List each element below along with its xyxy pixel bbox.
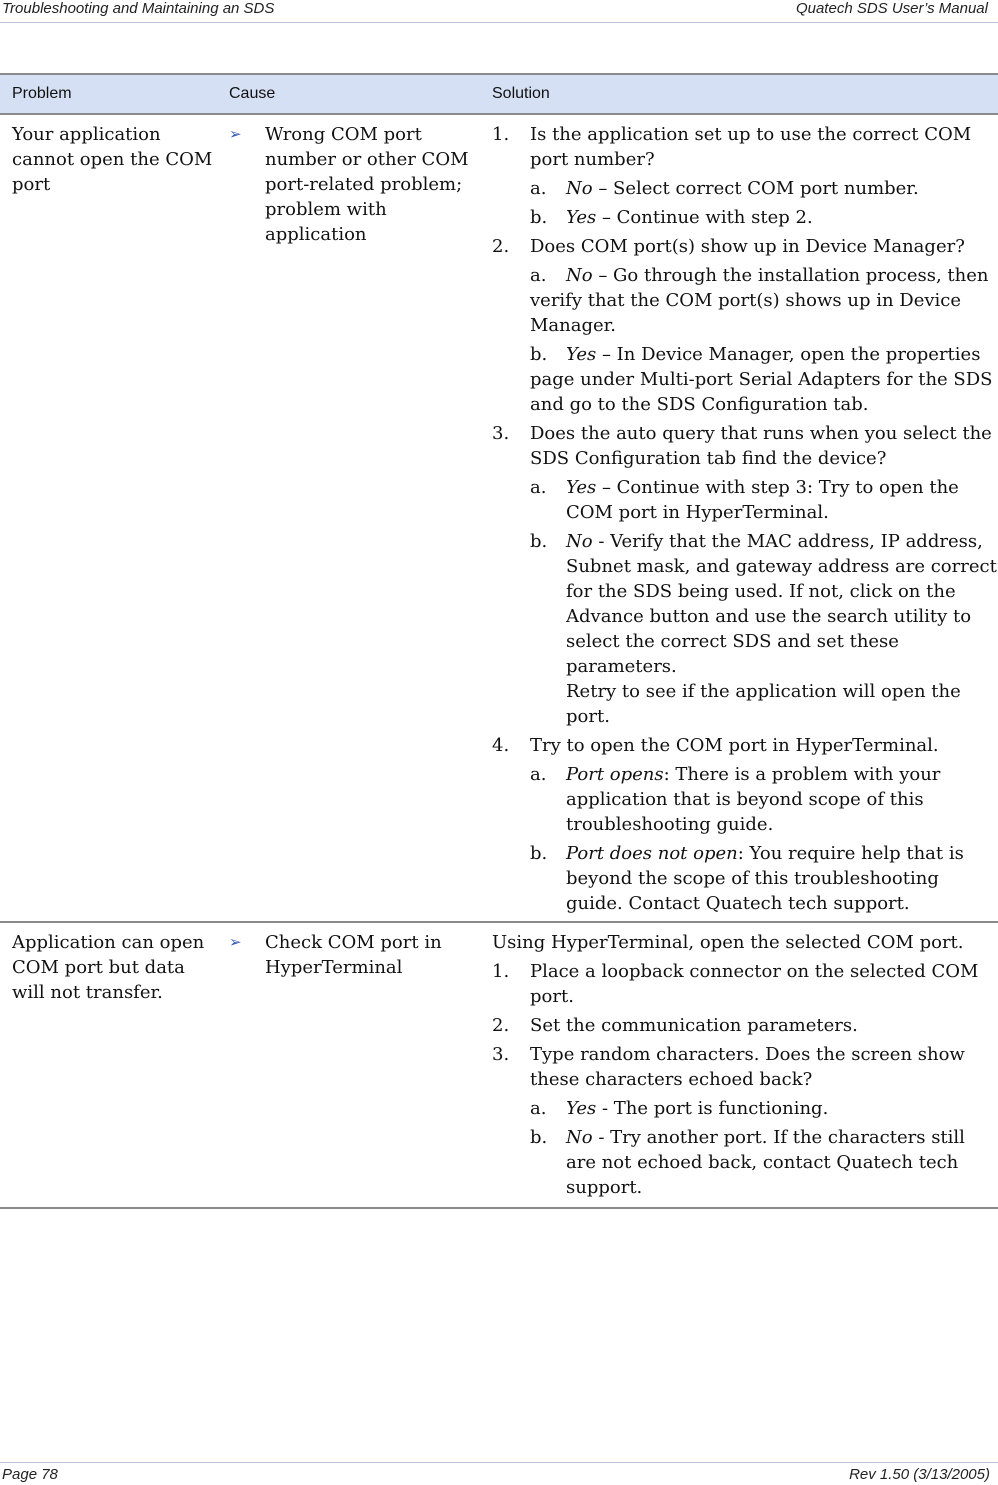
page-header: [0, 0, 998, 23]
page-footer: [0, 1462, 998, 1485]
solution-cell: [480, 922, 998, 1208]
solution-step: 1. Place a loopback connector on the selected COM port.: [492, 961, 979, 1007]
arrow-bullet-icon: ➢: [229, 125, 242, 143]
header-manual-title: Quatech SDS User’s Manual: [795, 0, 988, 17]
solution-substep: b. Yes – Continue with step 2.: [530, 207, 813, 228]
header-section-title: Troubleshooting and Maintaining an SDS: [2, 0, 275, 17]
solution-substep: b. No - Try another port. If the characters still are not echoed back, contact Quatech tech support.: [530, 1127, 965, 1198]
solution-substep: a. No – Select correct COM port number.: [530, 178, 919, 199]
solution-substep: b. Port does not open: You require help that is beyond the scope of this troubleshooting guide. Contact Quatech tech support.: [530, 843, 964, 914]
solution-substep: a. No – Go through the installation process, then verify that the COM port(s) shows up in Device Manager.: [530, 265, 989, 336]
revision-info: Rev 1.50 (3/13/2005): [849, 1466, 990, 1483]
solution-step: 3. Does the auto query that runs when you select the SDS Configuration tab find the device?: [492, 423, 992, 469]
troubleshooting-table: [0, 73, 998, 1209]
column-header-problem: Problem: [0, 74, 217, 114]
table-row: [0, 922, 998, 1208]
table-row: [0, 114, 998, 922]
problem-cell: Application can open COM port but data will not transfer.: [0, 922, 217, 1208]
solution-step: 4. Try to open the COM port in HyperTerminal.: [492, 735, 939, 756]
solution-cell: [480, 114, 998, 922]
solution-substep: a. Port opens: There is a problem with your application that is beyond scope of this troubleshooting guide.: [530, 764, 941, 835]
column-header-solution: Solution: [480, 74, 998, 114]
page-number: Page 78: [2, 1466, 58, 1483]
solution-step: 2. Set the communication parameters.: [492, 1015, 858, 1036]
cause-text: Check COM port in HyperTerminal: [265, 932, 442, 978]
solution-substep: a. Yes - The port is functioning.: [530, 1098, 829, 1119]
solution-step: 2. Does COM port(s) show up in Device Manager?: [492, 236, 965, 257]
column-header-cause: Cause: [217, 74, 480, 114]
solution-intro: Using HyperTerminal, open the selected COM port.: [492, 932, 964, 953]
cause-cell: [217, 922, 480, 1208]
cause-cell: [217, 114, 480, 922]
table-header-row: [0, 74, 998, 114]
solution-substep: b. Yes – In Device Manager, open the properties page under Multi-port Serial Adapters for the SDS and go to the SDS Configuration tab.: [530, 344, 993, 415]
solution-substep: b. No - Verify that the MAC address, IP address, Subnet mask, and gateway address are correct for the SDS being used. If not, click on the Advance button and use the search utility to select the correct SDS and set these parameters. Retry to see if the application will open the port.: [530, 531, 997, 727]
cause-text: Wrong COM port number or other COM port-related problem; problem with application: [265, 124, 469, 245]
solution-substep: a. Yes – Continue with step 3: Try to open the COM port in HyperTerminal.: [530, 477, 959, 523]
arrow-bullet-icon: ➢: [229, 933, 242, 951]
solution-step: 3. Type random characters. Does the screen show these characters echoed back?: [492, 1044, 965, 1090]
problem-cell: Your application cannot open the COM port: [0, 114, 217, 922]
solution-step: 1. Is the application set up to use the correct COM port number?: [492, 124, 972, 170]
